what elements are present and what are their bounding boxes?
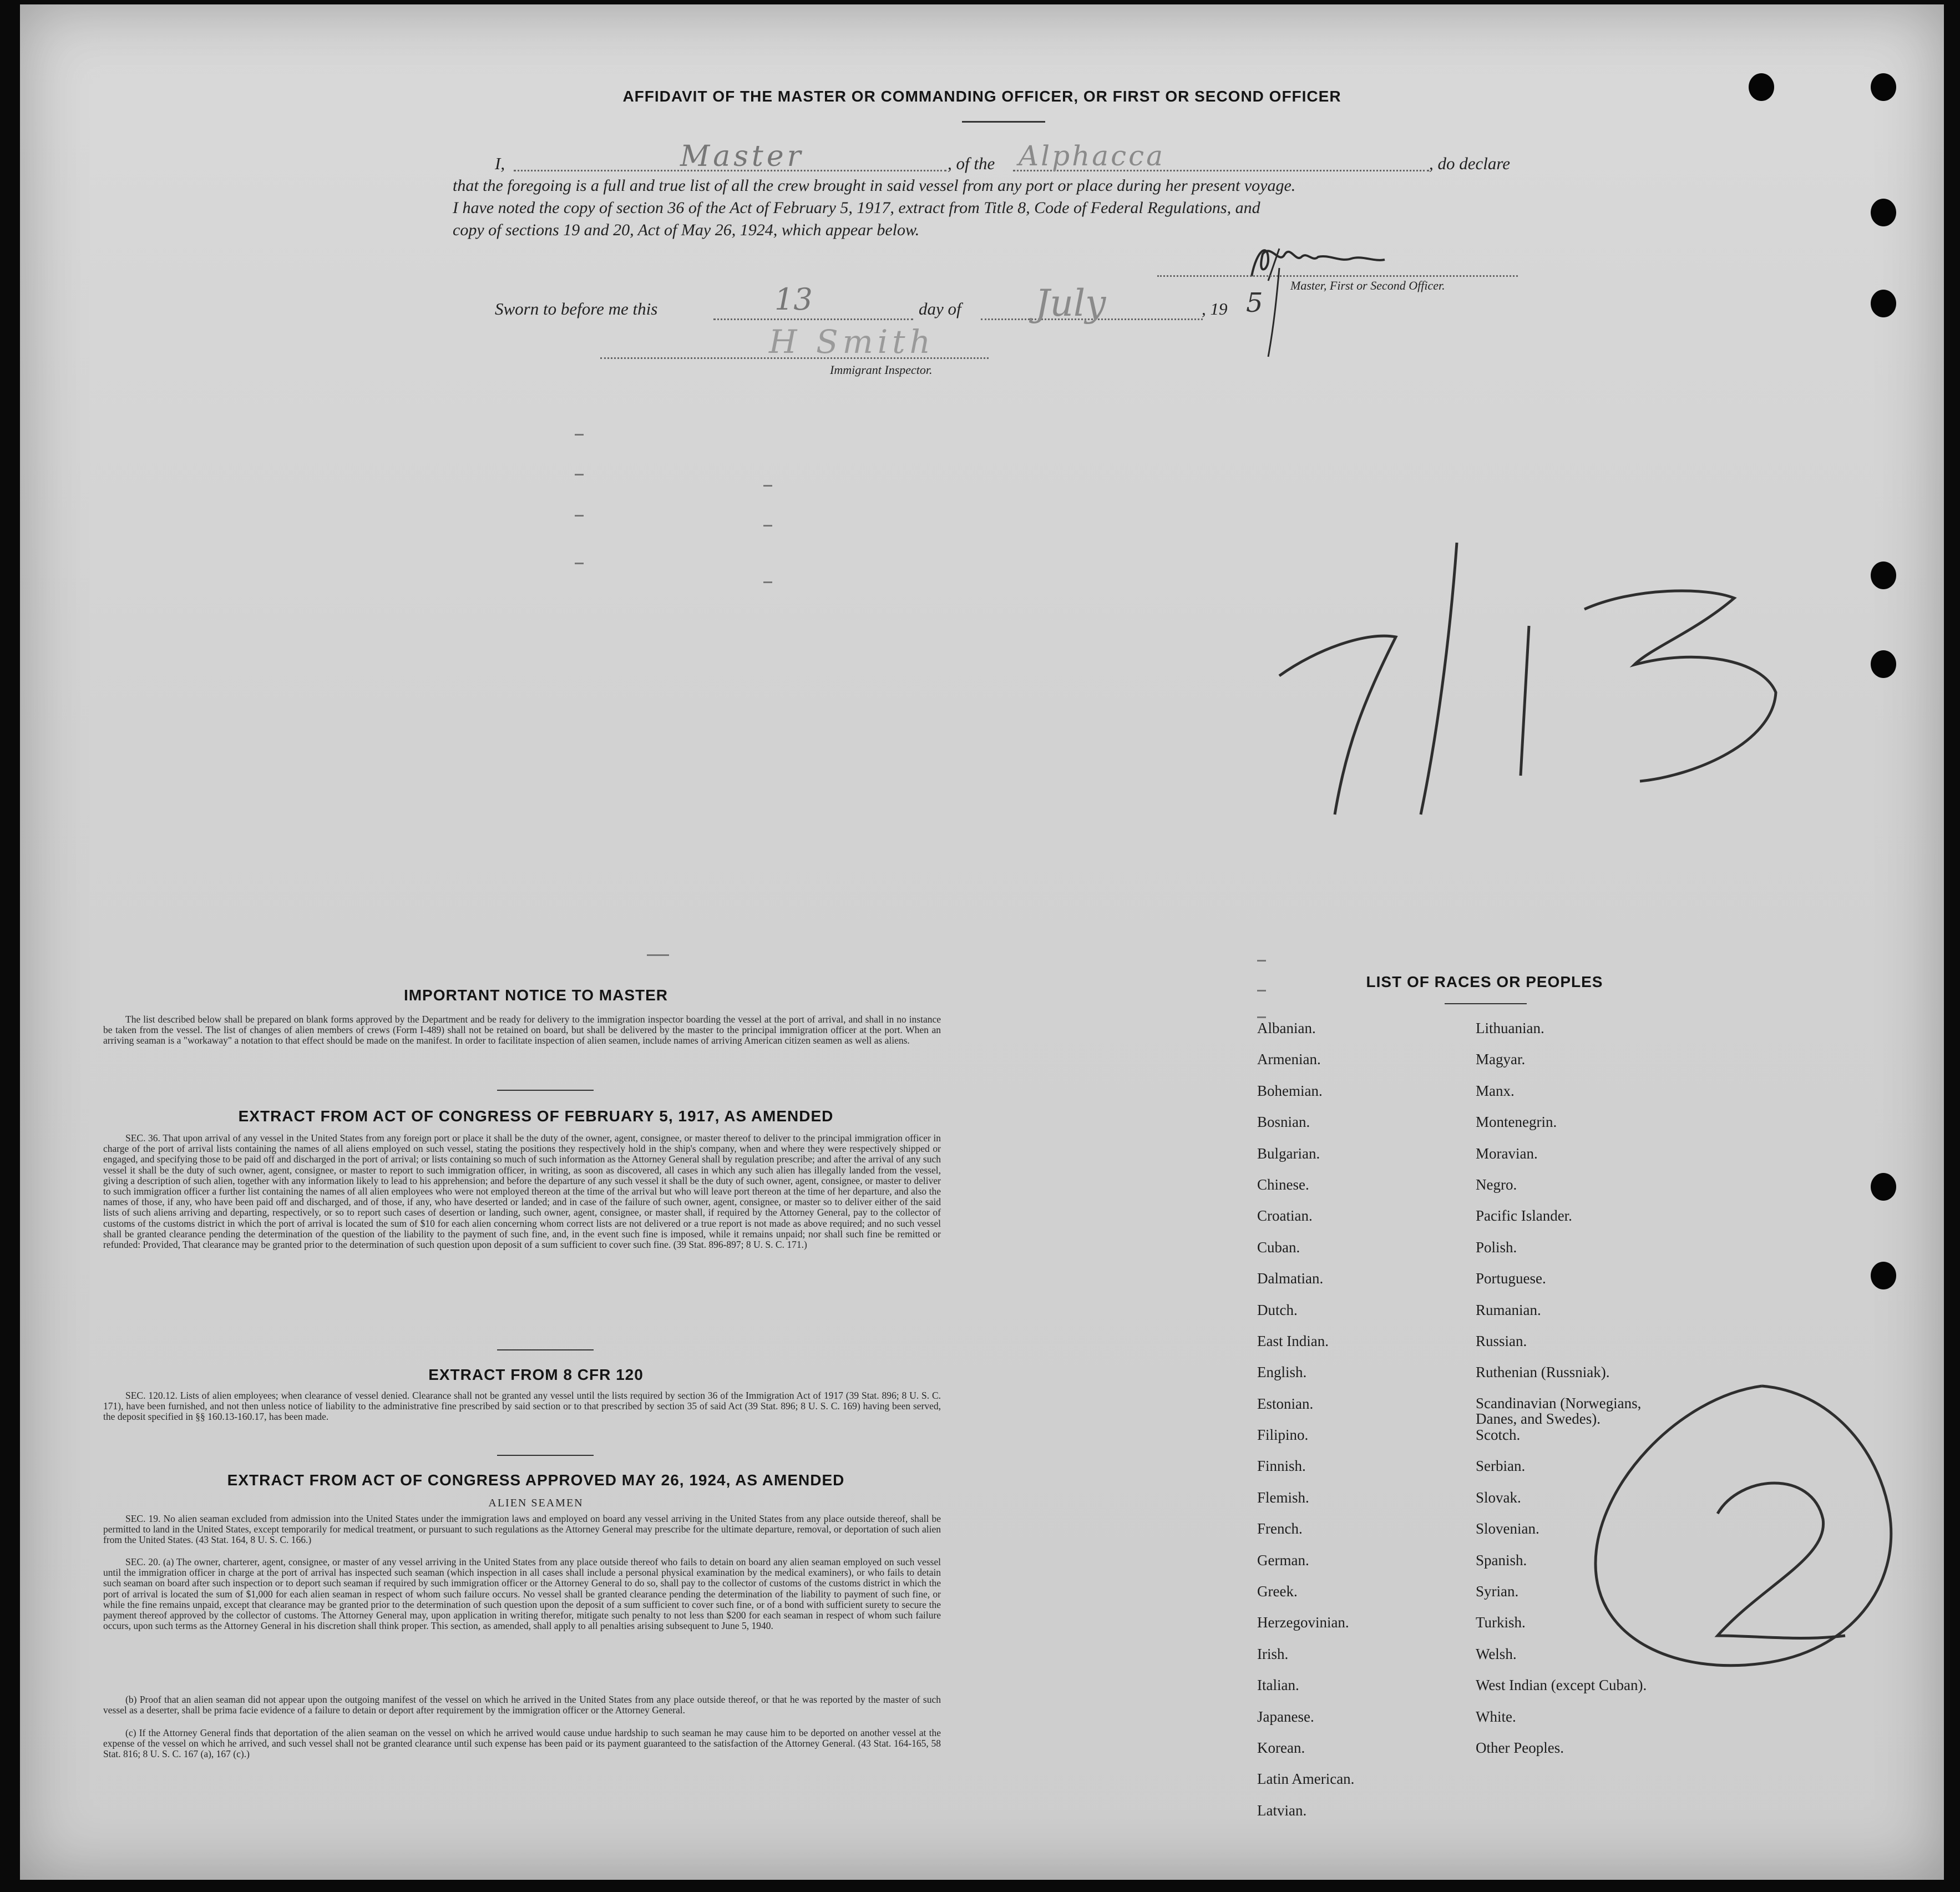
race-item: Estonian. (1257, 1395, 1314, 1412)
stray-mark (763, 581, 772, 583)
extract1917-text: SEC. 36. That upon arrival of any vessel in the United States from any foreign port or place it shall be the duty of the owner, agent, consignee, or master thereof to deliver to the principal immigration officer in charge of the port of arrival lists containing the names of all aliens employed on such vessel, stating the positions they respectively hold in the ship's company, when and where they were respectively shipped or engaged, and specifying those to be paid off and discharged in the port of arrival; or lists containing so much of such information as the Attorney General shall by regulation prescribe; and after the arrival of any such vessel it shall be the duty of such owner, agent, consignee, or master to report to such immigration officer, in writing, as soon as discovered, all cases in which any such alien has illegally landed from the vessel, giving a description of such alien, together with any information likely to lead to his apprehension; and before the departure of any such vessel it shall be the duty of such owner, agent, consignee, or master to deliver to such immigration officer a further list containing the names of all alien employees who were not employed thereon at the time of the arrival but who will leave port thereon at the time of her departure, and also the names of those, if any, who have been paid off and discharged, and of those, if any, who have deserted or landed; and in case of the failure of such owner, agent, consignee, or master so to deliver either of the said lists of such aliens arriving and departing, respectively, or so to report such cases of desertion or landing, such owner, agent, consignee, or master shall, if required by the Attorney General, pay to the collector of customs of the customs district in which the port of arrival is located the sum of $10 for each alien concerning whom correct lists are not delivered or a true report is not made as above required; and no such vessel shall be granted clearance pending the determination of the question of the liability to the payment of such fine, and, in the event such fine is imposed, while it remains unpaid; nor shall such fine be remitted or refunded: Provided, That clearance may be granted prior to the determination of such question upon deposit of a sum sufficient to cover such fine. (39 Stat. 896-897; 8 U. S. C. 171.) (103, 1132, 941, 1251)
race-item: Croatian. (1257, 1207, 1313, 1225)
race-item: Welsh. (1476, 1645, 1517, 1662)
signature-stroke (1263, 265, 1296, 360)
extract1924-subtitle: ALIEN SEAMEN (488, 1497, 584, 1509)
stray-mark (1257, 1016, 1266, 1018)
stray-mark (647, 954, 669, 956)
document-page (20, 4, 1944, 1880)
extract1924-sec20c: (c) If the Attorney General finds that deportation of the alien seaman on the vessel on which he arrived would cause undue hardship to such seaman he may cause him to be deported on another vessel at the expense of the vessel on which he arrived, and such vessel shall not be granted clearance until such expense has been paid or its payment guaranteed to the satisfaction of the Attorney General. (43 Stat. 164-165, 58 Stat. 816; 8 U. S. C. 167 (a), 167 (c).) (103, 1727, 941, 1760)
master-caption: Master, First or Second Officer. (1290, 279, 1445, 292)
race-item: East Indian. (1257, 1332, 1329, 1349)
race-item: Moravian. (1476, 1145, 1538, 1162)
race-item: Dutch. (1257, 1301, 1298, 1318)
title-rule (962, 121, 1045, 123)
day-dotted-line (713, 318, 913, 320)
race-item: Bosnian. (1257, 1114, 1310, 1131)
affidavit-line1-of: , of the (948, 154, 995, 173)
race-item: Bohemian. (1257, 1082, 1323, 1099)
binder-hole (1871, 1262, 1896, 1289)
race-item: Albanian. (1257, 1020, 1316, 1036)
races-title: LIST OF RACES OR PEOPLES (1366, 973, 1603, 990)
affidavit-line1-i: I, (495, 154, 505, 173)
handwritten-year: 5 (1246, 287, 1263, 318)
extractcfr-rule (497, 1455, 594, 1456)
race-item: Syrian. (1476, 1583, 1519, 1600)
race-item: Armenian. (1257, 1051, 1321, 1068)
race-item: Latin American. (1257, 1770, 1355, 1788)
races-right-column (1476, 1020, 1675, 1770)
stray-mark (1257, 960, 1266, 962)
extract1924-title: EXTRACT FROM ACT OF CONGRESS APPROVED MAY 26, 1924, AS AMENDED (227, 1471, 845, 1489)
stray-mark (575, 434, 584, 436)
extract1924-sec19: SEC. 19. No alien seaman excluded from admission into the United States under the immigration laws and employed on board any vessel arriving in the United States from any place outside thereof, shall be permitted to land in the United States, except temporarily for medical treatment, or pursuant to such regulations as the Attorney General may prescribe for the ultimate departure, removal, or deportation of such alien from the United States. (43 Stat. 164, 8 U. S. C. 166.) (103, 1513, 941, 1546)
affidavit-line1-declare: , do declare (1429, 154, 1511, 173)
race-item: Pacific Islander. (1476, 1207, 1572, 1225)
binder-hole (1871, 1173, 1896, 1201)
inspector-caption: Immigrant Inspector. (830, 363, 933, 377)
extractcfr-title: EXTRACT FROM 8 CFR 120 (428, 1366, 644, 1383)
handwritten-name: Master (680, 140, 804, 173)
affidavit-line4: copy of sections 19 and 20, Act of May 26, 1924, which appear below. (453, 221, 920, 239)
race-item: Slovak. (1476, 1489, 1521, 1506)
extractcfr-text: SEC. 120.12. Lists of alien employees; when clearance of vessel denied. Clearance shall not be granted any vessel until the lists required by section 36 of the Immigration Act of 1917 (39 Stat. 896; 8 U. S. C. 171), have been furnished, and not then unless notice of liability to the administrative fine prescribed by said section or to that prescribed by section 35 of said Act (39 Stat. 896; 8 U. S. C. 169) having been served, the deposit specified in §§ 160.13-160.17, has been made. (103, 1390, 941, 1423)
stray-mark (763, 485, 772, 487)
race-item: Portuguese. (1476, 1270, 1546, 1287)
stray-mark (575, 515, 584, 517)
extract1917-title: EXTRACT FROM ACT OF CONGRESS OF FEBRUARY 5, 1917, AS AMENDED (238, 1107, 834, 1125)
stray-mark (575, 474, 584, 475)
race-item: German. (1257, 1551, 1309, 1569)
race-item: Turkish. (1476, 1614, 1526, 1631)
notice-title: IMPORTANT NOTICE TO MASTER (403, 987, 668, 1004)
race-item: Chinese. (1257, 1176, 1309, 1193)
sworn-prefix: Sworn to before me this (495, 299, 658, 318)
race-item: West Indian (except Cuban). (1476, 1677, 1647, 1694)
master-signature-line (1157, 275, 1518, 277)
race-item: Finnish. (1257, 1458, 1306, 1475)
race-item: Rumanian. (1476, 1301, 1541, 1318)
handwritten-month: July (1035, 282, 1106, 325)
race-item: Serbian. (1476, 1458, 1526, 1475)
race-item: Dalmatian. (1257, 1270, 1324, 1287)
sworn-dayof: day of (919, 299, 961, 318)
race-item: Montenegrin. (1476, 1114, 1557, 1131)
races-left-column (1257, 1020, 1354, 1833)
race-item: Negro. (1476, 1176, 1517, 1193)
inspector-signature: H Smith (769, 323, 935, 361)
race-item: Slovenian. (1476, 1520, 1539, 1537)
race-item: Scandinavian (Norwegians, Danes, and Swedes). (1476, 1394, 1642, 1427)
notice-text: The list described below shall be prepared on blank forms approved by the Department and be ready for delivery to the immigration inspector boarding the vessel at the port of arrival, and shall in no instance be taken from the vessel. The list of changes of alien members of crews (Form I-489) shall not be retained on board, but shall be delivered by the master to the principal immigration officer at the port. When an arriving seaman is a "workaway" a notation to that effect should be made on the manifest. In order to facilitate inspection of alien seamen, include names of arriving American citizen seamen as well as aliens. (103, 1014, 941, 1046)
race-item: Magyar. (1476, 1051, 1526, 1068)
handwritten-vessel: Alphacca (1019, 140, 1165, 172)
race-item: Italian. (1257, 1677, 1299, 1694)
extract1917-rule (497, 1349, 594, 1350)
race-item: Other Peoples. (1476, 1739, 1564, 1756)
binder-hole (1871, 290, 1896, 317)
affidavit-line2: that the foregoing is a full and true list of all the crew brought in said vessel from any port or place during her present voyage. (453, 176, 1296, 195)
extract1924-sec20b: (b) Proof that an alien seaman did not appear upon the outgoing manifest of the vessel on which he arrived in the United States from any place outside thereof, or that he was reported by the master of such vessel as a deserter, shall be prima facie evidence of a failure to detain or deport after requirement by the immigration officer or the Attorney General. (103, 1694, 941, 1716)
inspector-signature-line (600, 357, 989, 359)
binder-hole (1871, 650, 1896, 678)
race-item: Irish. (1257, 1645, 1289, 1662)
binder-hole (1871, 199, 1896, 226)
race-item: Bulgarian. (1257, 1145, 1320, 1162)
race-item: Filipino. (1257, 1426, 1309, 1444)
stray-mark (575, 563, 584, 564)
extract1924-sec20a: SEC. 20. (a) The owner, charterer, agent, consignee, or master of any vessel arriving in the United States from any place outside thereof who fails to detain on board any alien seaman employed on such vessel until the immigration officer in charge at the port of arrival has inspected such seaman (which inspection in all cases shall include a personal physical examination by the medical examiners), or who fails to detain such seaman on board after such inspection or to deport such seaman if required by such immigration officer or the Attorney General to do so, shall pay to the collector of customs of the customs district in which the port of arrival is located the sum of $1,000 for each alien seaman in respect of whom such failure occurs. No vessel shall be granted clearance pending the determination of the liability to payment of such fine, or while the fine remains unpaid, except that clearance may be granted prior to the determination of such question upon the deposit of a sum sufficient to cover such fine, or of a bond with sufficient surety to secure the payment thereof approved by the collector of customs. The Attorney General may, upon application in writing therefor, mitigate such penalty to not less than $200 for each seaman in respect of whom such failure occurs, upon such terms as the Attorney General in his discretion shall think proper. This section, as amended, shall apply to all penalties arising subsequent to June 5, 1940. (103, 1556, 941, 1632)
race-item: Japanese. (1257, 1708, 1314, 1725)
race-item: Scotch. (1476, 1426, 1521, 1444)
race-item: Korean. (1257, 1739, 1305, 1756)
race-item: Herzegovinian. (1257, 1614, 1349, 1631)
race-item: Spanish. (1476, 1551, 1527, 1569)
affidavit-line3: I have noted the copy of section 36 of the Act of February 5, 1917, extract from Title 8, Code of Federal Regulations, and (453, 199, 1260, 217)
race-item: Flemish. (1257, 1489, 1309, 1506)
race-item: Russian. (1476, 1332, 1527, 1349)
affidavit-title: AFFIDAVIT OF THE MASTER OR COMMANDING OFFICER, OR FIRST OR SECOND OFFICER (622, 88, 1341, 105)
sworn-year-prefix: , 19 (1202, 299, 1228, 318)
binder-hole (1871, 561, 1896, 589)
race-item: French. (1257, 1520, 1303, 1537)
race-item: Lithuanian. (1476, 1020, 1544, 1036)
handwritten-date-mark (1274, 537, 1784, 826)
race-item: White. (1476, 1708, 1516, 1725)
race-item: Manx. (1476, 1082, 1515, 1099)
race-item: Greek. (1257, 1583, 1298, 1600)
stray-mark (763, 525, 772, 527)
handwritten-day: 13 (774, 282, 813, 317)
race-item: English. (1257, 1364, 1307, 1381)
races-rule (1445, 1003, 1527, 1004)
date-mark-text: 7/13 (1274, 537, 1275, 538)
race-item: Polish. (1476, 1238, 1517, 1256)
race-item: Latvian. (1257, 1802, 1307, 1819)
race-item: Cuban. (1257, 1238, 1300, 1256)
notice-rule (497, 1090, 594, 1091)
race-item: Ruthenian (Russniak). (1476, 1364, 1610, 1381)
